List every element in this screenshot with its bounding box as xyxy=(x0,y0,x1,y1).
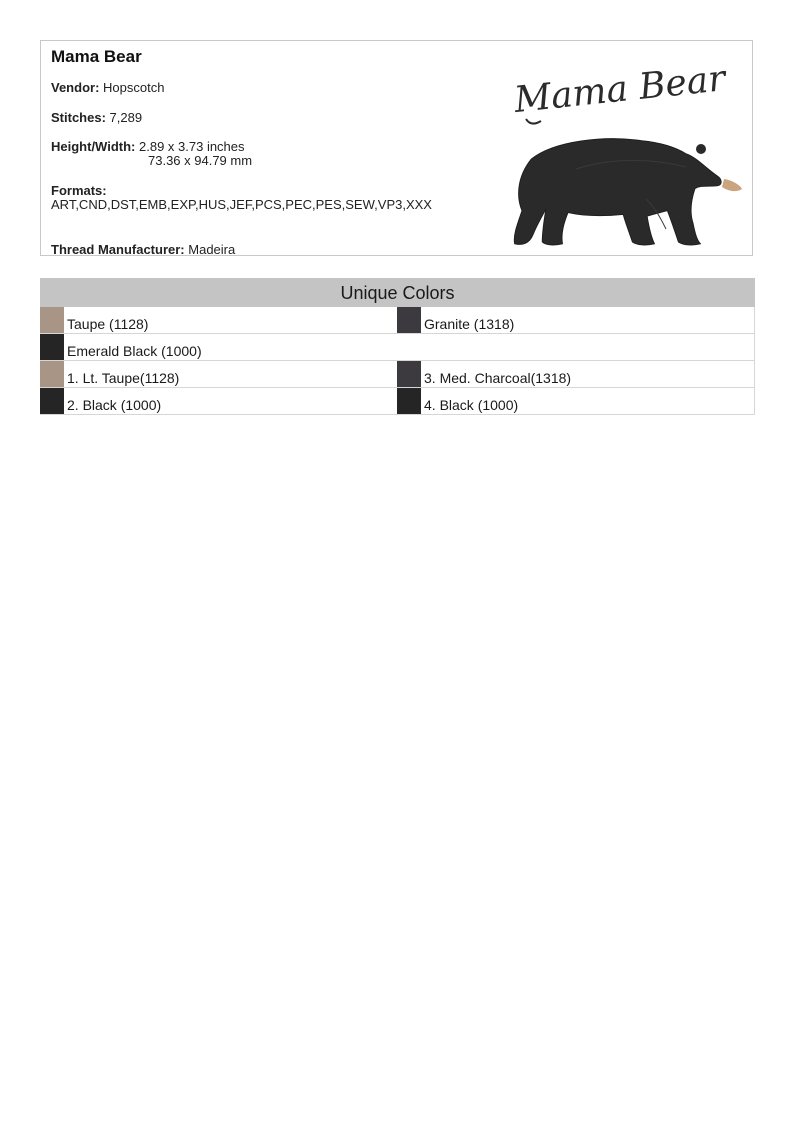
color-name: Taupe (1128) xyxy=(67,316,149,332)
color-swatch xyxy=(40,388,64,414)
empty-color-cell xyxy=(397,334,755,361)
color-swatch xyxy=(40,334,64,360)
colors-row xyxy=(40,334,755,361)
design-title: Mama Bear xyxy=(51,47,142,66)
thread-label: Thread Manufacturer: xyxy=(51,242,185,257)
embroidery-preview-image xyxy=(496,49,746,249)
preview-script-text: Mama Bear xyxy=(512,58,728,122)
color-swatch xyxy=(397,388,421,414)
color-swatch xyxy=(397,307,421,333)
vendor-label: Vendor: xyxy=(51,80,100,95)
color-name: Emerald Black (1000) xyxy=(67,343,202,359)
color-name: 2. Black (1000) xyxy=(67,397,162,413)
thread-value: Madeira xyxy=(188,242,236,257)
colors-row xyxy=(40,307,755,334)
color-item xyxy=(397,361,755,388)
formats-value: ART,CND,DST,EMB,EXP,HUS,JEF,PCS,PEC,PES,SEW,VP3,XXX xyxy=(51,197,432,212)
color-item xyxy=(40,307,397,334)
color-name: 3. Med. Charcoal(1318) xyxy=(424,370,572,386)
vendor-value: Hopscotch xyxy=(103,80,165,95)
stitches-field xyxy=(51,111,142,125)
stitches-value: 7,289 xyxy=(109,110,143,125)
unique-colors-header: Unique Colors xyxy=(40,278,755,307)
color-item xyxy=(40,361,397,388)
formats-label: Formats: xyxy=(51,183,107,198)
vendor-field xyxy=(51,81,164,95)
thread-field xyxy=(51,243,235,257)
bear-ear xyxy=(696,144,706,154)
color-name: Granite (1318) xyxy=(424,316,515,332)
bear-snout xyxy=(722,179,742,191)
size-inches-value: 2.89 x 3.73 inches xyxy=(139,139,245,154)
size-mm-value: 73.36 x 94.79 mm xyxy=(148,153,253,168)
formats-field xyxy=(51,184,481,212)
stitches-label: Stitches: xyxy=(51,110,106,125)
colors-row xyxy=(40,388,755,415)
size-label: Height/Width: xyxy=(51,139,136,154)
color-swatch xyxy=(40,307,64,333)
color-swatch xyxy=(40,361,64,387)
color-swatch xyxy=(397,361,421,387)
size-field xyxy=(51,140,252,168)
unique-colors-table xyxy=(40,278,755,415)
color-item xyxy=(40,334,397,361)
colors-row xyxy=(40,361,755,388)
color-name: 1. Lt. Taupe(1128) xyxy=(67,370,180,386)
design-info-card xyxy=(40,40,753,256)
bear-silhouette xyxy=(514,139,742,245)
color-item xyxy=(397,388,755,415)
color-item xyxy=(40,388,397,415)
color-item xyxy=(397,307,755,334)
color-name: 4. Black (1000) xyxy=(424,397,519,413)
